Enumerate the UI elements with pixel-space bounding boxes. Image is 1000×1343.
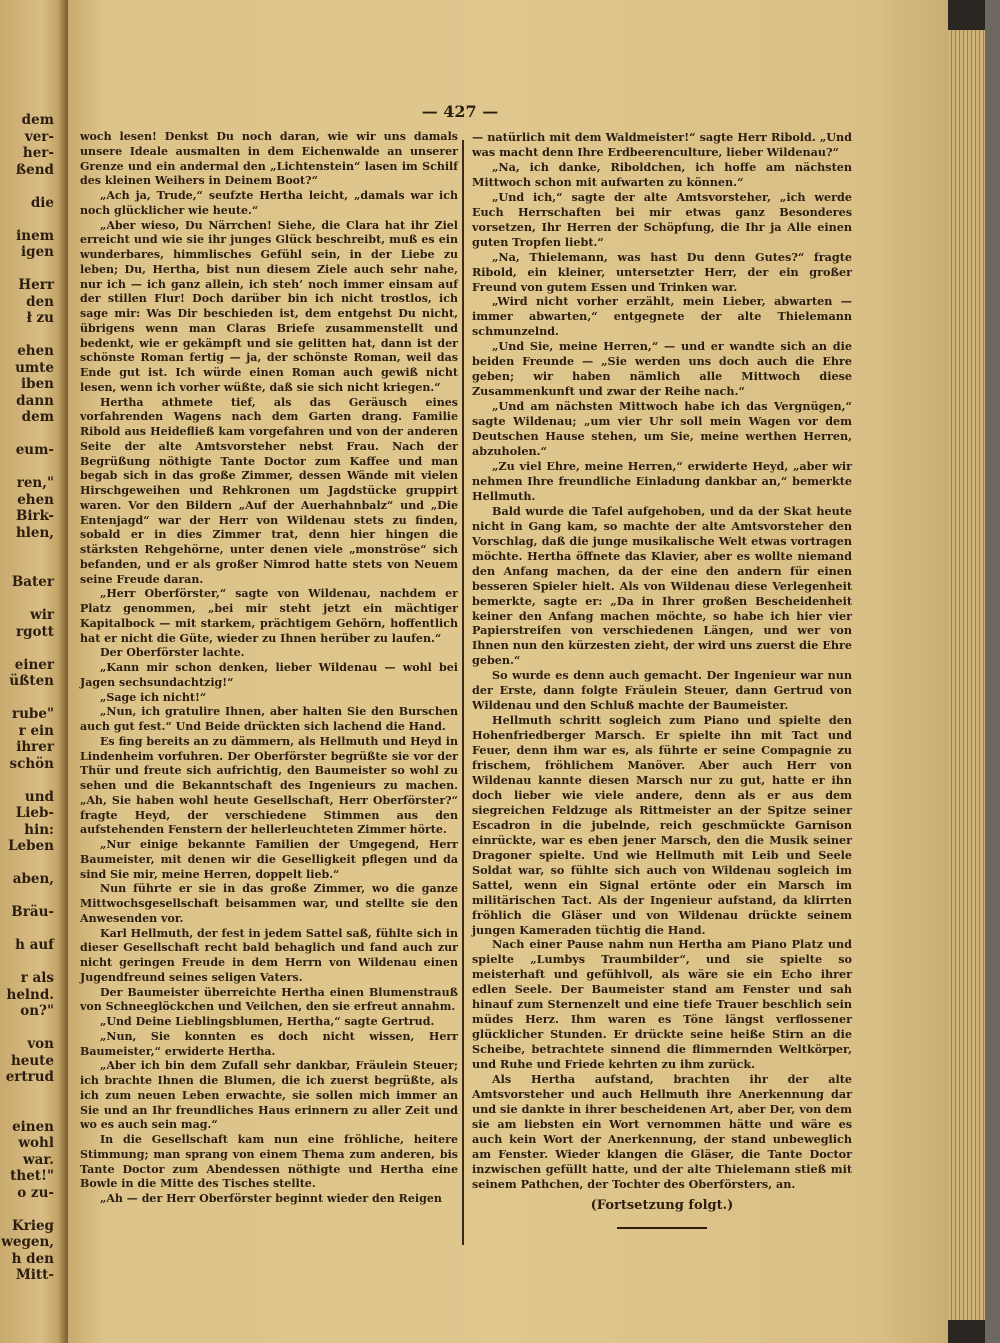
left-page-fragment: ren,": [16, 475, 54, 491]
left-page-fragment: wegen,: [1, 1234, 54, 1250]
left-page-fragment: die: [30, 194, 54, 211]
left-page-fragment: ertrud: [5, 1069, 54, 1085]
left-page-fragment: thet!": [10, 1168, 54, 1184]
left-page-fragment: dem: [21, 112, 54, 128]
paragraph: „Und am nächsten Mittwoch habe ich das Vergnügen,“ sagte Wildenau; „um vier Uhr soll mein Wagen vor dem Deutschen Hause stehen, um Sie, meine werthen Herren, abzuholen.“: [472, 399, 852, 459]
left-page-fragment: einer: [14, 656, 54, 673]
paragraph: „Nun, Sie konnten es doch nicht wissen, Herr Baumeister,“ erwiderte Hertha.: [80, 1029, 458, 1058]
left-page-fragment: dem: [21, 409, 54, 425]
paragraph: „Und ich,“ sagte der alte Amtsvorsteher, „ich werde Euch Herrschaften bei mir etwas ganz Besonderes vorsetzen, Ihr Herren der Schöpfung, die Ihr ja Alle einen guten Tropfen liebt.“: [472, 189, 852, 249]
left-page-fragment: r als: [20, 970, 54, 986]
left-page-fragment: Mitt-: [15, 1267, 54, 1283]
left-page-fragment: ver-: [24, 128, 54, 145]
paragraph: Es fing bereits an zu dämmern, als Hellmuth und Heyd in Lindenheim vorfuhren. Der Oberförster begrüßte sie vor der Thür und freute sich aufrichtig, den Baumeister so wohl zu sehen und die Bekanntschaft des Ingenieurs zu machen. „Ah, Sie haben wohl heute Gesellschaft, Herr Oberförster?“ fragte Heyd, der verschiedene Stimmen aus den aufstehenden Fenstern der hellerleuchteten Zimmer hörte.: [80, 734, 458, 837]
left-page-fragment: iben: [21, 376, 54, 392]
paragraph: In die Gesellschaft kam nun eine fröhliche, heitere Stimmung; man sprang von einem Thema zum anderen, bis Tante Doctor zum Abendessen nöthigte und Hertha eine Bowle in die Mitte des Tisches stellte.: [80, 1133, 458, 1191]
page-edges: [948, 30, 988, 1320]
left-page-fragment: h auf: [15, 937, 54, 953]
continuation-note: (Fortsetzung folgt.): [590, 1197, 734, 1213]
left-page-fragment: Birk-: [15, 508, 54, 524]
left-page-fragment: hin:: [24, 821, 54, 838]
paragraph: „Aber ich bin dem Zufall sehr dankbar, Fräulein Steuer; ich brachte Ihnen die Blumen, die ich zuerst begrüßte, als ich zum neuen Leben erwachte, sie sollen mich immer an Sie und an Ihr freundliches Haus erinnern zu aller Zeit und wo es auch sein mag.“: [80, 1059, 458, 1132]
left-page-fragment: ehen: [17, 491, 54, 508]
left-page-fragment: aben,: [12, 871, 54, 887]
paragraph: „Nur einige bekannte Familien der Umgegend, Herr Baumeister, mit denen wir die Geselligkeit pflegen und da sind Sie mir, meine Herren, doppelt lieb.“: [80, 838, 458, 881]
left-page-fragment: Bater: [11, 574, 54, 590]
paragraph: „Kann mir schon denken, lieber Wildenau — wohl bei Jagen sechsundachtzig!“: [80, 661, 458, 689]
paragraph: Der Oberförster lachte.: [100, 646, 245, 660]
paragraph: Bald wurde die Tafel aufgehoben, und da der Skat heute nicht in Gang kam, so machte der alte Amtsvorsteher den Vorschlag, daß die junge musikalische Welt etwas vortragen möchte. Hertha öffnete das Klavier, aber es wollte niemand den Anfang machen, da der eine den andern für einen besseren Spieler hielt. Als von Wildenau diese Verlegenheit bemerkte, sagte er: „Da in Ihrer großen Bescheidenheit keiner den Anfang machen möchte, so habe ich hier vier Papierstreifen von verschiedenen Längen, und wer von Ihnen nun den kürzesten zieht, der wird uns zuerst die Ehre geben.“: [472, 503, 852, 668]
book-cover-board: [985, 0, 1000, 1343]
left-page-fragment: o zu-: [17, 1184, 54, 1201]
column-rule: [462, 140, 464, 1245]
paragraph: „Na, ich danke, Riboldchen, ich hoffe am nächsten Mittwoch schon mit aufwarten zu können.“: [472, 159, 852, 189]
left-page-text-fragments: [0, 112, 60, 1283]
end-rule: [617, 1227, 707, 1229]
paragraph: Als Hertha aufstand, brachten ihr der alte Amtsvorsteher und auch Hellmuth ihre Anerkennung dar und sie dankte in ihrer bescheidenen Art, aber Der, von dem sie am liebsten ein Wort vernommen hätte und wäre es auch kein Wort der Anerkennung, der stand unbeweglich am Fenster. Wieder klangen die Gläser, die Tante Doctor inzwischen gefüllt hatte, und der alte Thielemann stieß mit seinem Pathchen, der Tochter des Oberförsters, an.: [472, 1072, 852, 1191]
left-page-fragment: einen: [12, 1118, 54, 1135]
paragraph: woch lesen! Denkst Du noch daran, wie wir uns damals unsere Ideale ausmalten in dem Eichenwalde an unserer Grenze und ein andermal den „Lichtenstein“ lasen im Schilf des kleinen Weihers in Deinem Boot?“: [80, 130, 458, 188]
left-page-fragment: hlen,: [15, 524, 54, 541]
left-page-fragment: dann: [16, 392, 54, 409]
left-page-fragment: Leben: [8, 838, 54, 854]
left-page-fragment: umte: [15, 359, 54, 376]
left-page-fragment: rgott: [15, 623, 54, 640]
paragraph: Hertha athmete tief, als das Geräusch eines vorfahrenden Wagens nach dem Garten drang. Familie Ribold aus Heidefließ kam vorgefahren und von der anderen Seite der alte Amtsvorsteher nebst Frau. Nach der Begrüßung nöthigte Tante Doctor zum Kaffee und man begab sich in das große Zimmer, dessen Wände mit vielen Hirschgeweihen und Rehkronen um Jagdstücke gruppirt waren. Vor den Bildern „Auf der Auerhahnbalz“ und „Die Entenjagd“ war der Herr von Wildenau stets zu finden, sobald er in dies Zimmer trat, denn hier hingen die stärksten Rehgehörne, unter denen viele „monströse“ sich befanden, und er als großer Nimrod hatte stets von Neuem seine Freude daran.: [80, 395, 458, 586]
paragraph: „Und Deine Lieblingsblumen, Hertha,“ sagte Gertrud.: [100, 1015, 435, 1028]
paragraph: „Wird nicht vorher erzählt, mein Lieber, abwarten — immer abwarten,“ entgegnete der alte Thielemann schmunzelnd.: [472, 294, 852, 339]
left-page-fragment: Herr: [18, 277, 54, 293]
left-page-fragment: und: [24, 788, 54, 805]
left-page-fragment: Lieb-: [15, 805, 54, 821]
text-column-right: [472, 130, 852, 1229]
left-page-fragment: ehen: [17, 343, 54, 359]
left-page-fragment: helnd.: [6, 986, 54, 1003]
left-page-fragment: wohl: [18, 1135, 54, 1151]
left-page-fragment: h den: [11, 1250, 54, 1267]
paragraph: „Zu viel Ehre, meine Herren,“ erwiderte Heyd, „aber wir nehmen Ihre freundliche Einladung dankbar an,“ bemerkte Hellmuth.: [472, 458, 852, 503]
paragraph: „Und Sie, meine Herren,“ — und er wandte sich an die beiden Freunde — „Sie werden uns doch auch die Ehre geben; wir haben nämlich alle Mittwoch diese Zusammenkunft und zwar der Reihe nach.“: [472, 339, 852, 399]
left-page-fragment: igen: [21, 244, 54, 260]
paragraph: Karl Hellmuth, der fest in jedem Sattel saß, fühlte sich in dieser Gesellschaft recht bald behaglich und fand auch zur nicht geringen Freude in dem Herrn von Wildenau einen Jugendfreund seines seligen Vaters.: [80, 926, 458, 984]
left-page-fragment: Bräu-: [11, 904, 54, 920]
left-page-fragment: schön: [9, 755, 54, 772]
left-page-fragment: inem: [16, 227, 54, 244]
left-page-fragment: wir: [30, 607, 54, 623]
paragraph: Nach einer Pause nahm nun Hertha am Piano Platz und spielte „Lumbys Traumbilder“, und sie spielte so meisterhaft und gefühlvoll, als wäre sie ein Echo ihrer edlen Seele. Der Baumeister stand am Fenster und sah hinauf zum Sternenzelt und eine tiefe Trauer beschlich sein müdes Herz. Ihm waren es Töne längst verflossener glücklicher Stunden. Er drückte seine heiße Stirn an die Scheibe, betrachtete sinnend die flimmernden Weltkörper, und Ruhe und Friede kehrten zu ihm zurück.: [472, 937, 852, 1072]
paragraph: So wurde es denn auch gemacht. Der Ingenieur war nun der Erste, dann folgte Fräulein Steuer, dann Gertrud von Wildenau und den Schluß machte der Baumeister.: [472, 668, 852, 713]
paragraph: „Nun, ich gratulire Ihnen, aber halten Sie den Burschen auch gut fest.“ Und Beide drückten sich lachend die Hand.: [80, 705, 458, 733]
text-column-left: [80, 130, 458, 1207]
left-page-fragment: r ein: [18, 722, 54, 739]
left-page-fragment: war.: [23, 1151, 54, 1168]
paragraph: „Herr Oberförster,“ sagte von Wildenau, nachdem er Platz genommen, „bei mir steht jetzt ein mächtiger Kapitalbock — mit starkem, prächtigem Gehörn, hoffentlich hat er nicht die Güte, wieder zu Ihnen herüber zu laufen.“: [80, 587, 458, 645]
paragraph: „Ach ja, Trude,“ seufzte Hertha leicht, „damals war ich noch glücklicher wie heute.“: [80, 189, 458, 217]
left-page-fragment: üßten: [9, 673, 54, 689]
left-page-fragment: den: [26, 293, 54, 310]
left-page-fragment: on?": [20, 1003, 54, 1019]
left-page-fragment: heute: [10, 1052, 54, 1069]
left-page-fragment: rube": [12, 706, 54, 722]
paragraph: Der Baumeister überreichte Hertha einen Blumenstrauß von Schneeglöckchen und Veilchen, den sie erfreut annahm.: [80, 985, 458, 1014]
paragraph: „Ah — der Herr Oberförster beginnt wieder den Reigen: [100, 1192, 442, 1205]
paragraph: „Aber wieso, Du Närrchen! Siehe, die Clara hat ihr Ziel erreicht und wie sie ihr junges Glück beschreibt, muß es ein wunderbares, himmlisches Gefühl sein, in der Liebe zu leben; Du, Hertha, bist nun diesem Ziele auch sehr nahe, nur ich — ich ganz allein, ich steh’ noch immer einsam auf der stillen Flur! Doch darüber bin ich nicht trostlos, ich sage mir: Was Dir beschieden ist, dem entgehst Du nicht, übrigens wenn man Claras Briefe zusammenstellt und bedenkt, wie er gekämpft und sie gelitten hat, dann ist der schönste Roman fertig — ja, der schönste Roman, weil das Ende gut ist. Ich würde einen Roman auch gewiß nicht lesen, wenn ich vorher wüßte, daß sie sich nicht kriegen.“: [80, 218, 458, 394]
left-page-fragment: von: [27, 1036, 54, 1052]
page-number: — 427 —: [421, 102, 499, 121]
left-page-fragment: Krieg: [11, 1217, 54, 1234]
left-page-fragment: ł zu: [26, 310, 54, 326]
paragraph: Hellmuth schritt sogleich zum Piano und spielte den Hohenfriedberger Marsch. Er spielte ihn mit Tact und Feuer, denn ihm war es, als führte er seine Compagnie zu frischem, fröhlichem Manöver. Aber auch Herr von Wildenau kannte diesen Marsch nur zu gut, hatte er ihn doch lieber wie viele andere, denn als er aus dem siegreichen Feldzuge als Rittmeister an der Spitze seiner Escadron in die jubelnde, reich geschmückte Garnison einrückte, war es eben jener Marsch, den die Musik seiner Dragoner spielte. Und wie Hellmuth mit Leib und Seele Soldat war, so fühlte sich auch von Wildenau sogleich im Sattel, wenn ein Signal ertönte oder ein Marsch im militärischen Tact. Als der Ingenieur aufstand, da klirrten fröhlich die Gläser und von Wildenau drückte seinem jungen Kameraden tüchtig die Hand.: [472, 713, 852, 937]
left-page-fragment: ihrer: [16, 739, 54, 755]
paragraph: „Na, Thielemann, was hast Du denn Gutes?“ fragte Ribold, ein kleiner, untersetzter Herr, der ein großer Freund von gutem Essen und Trinken war.: [472, 249, 852, 294]
left-page-fragment: ßend: [15, 161, 54, 178]
left-page-fragment: eum-: [15, 442, 54, 458]
paragraph: „Sage ich nicht!“: [100, 690, 207, 704]
paragraph: Nun führte er sie in das große Zimmer, wo die ganze Mittwochsgesellschaft beisammen war, und stellte sie den Anwesenden vor.: [80, 882, 458, 925]
left-page-fragment: her-: [22, 145, 54, 161]
paragraph: — natürlich mit dem Waldmeister!“ sagte Herr Ribold. „Und was macht denn Ihre Erdbeerenculture, lieber Wildenau?“: [472, 130, 852, 159]
